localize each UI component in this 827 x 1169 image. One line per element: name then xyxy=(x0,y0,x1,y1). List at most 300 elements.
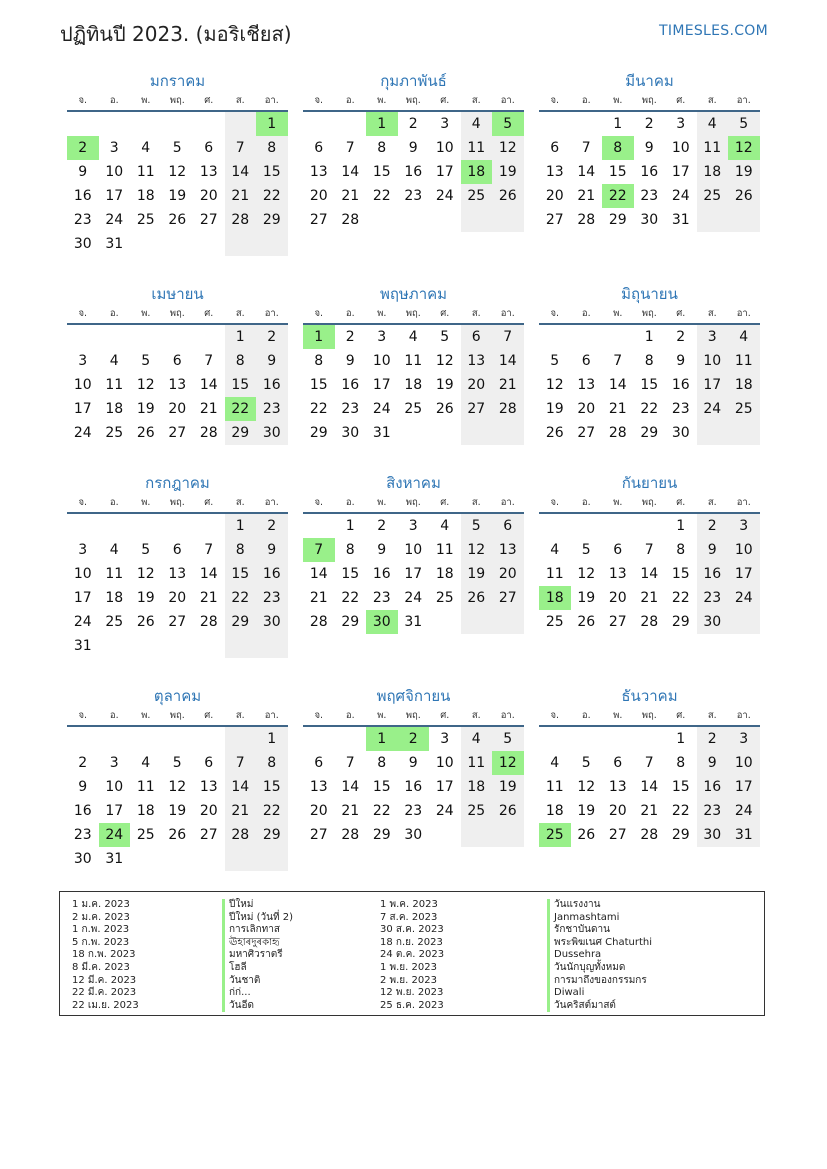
day-cell: 21 xyxy=(225,799,257,823)
day-cell: 26 xyxy=(168,827,187,843)
holiday-day-cell: 1 xyxy=(303,325,335,349)
day-cell: 9 xyxy=(697,538,729,562)
weekday-label: อา. xyxy=(736,497,751,508)
holiday-date: 8 มี.ค. 2023 xyxy=(72,961,130,973)
empty-cell xyxy=(461,421,493,445)
weekday-label: อ. xyxy=(345,710,355,721)
day-cell: 19 xyxy=(136,590,155,606)
day-cell: 13 xyxy=(309,779,328,795)
day-cell: 29 xyxy=(671,614,690,630)
day-cell: 15 xyxy=(225,373,257,397)
weekday-label: พฤ. xyxy=(169,497,185,508)
month-6 xyxy=(539,283,760,445)
day-cell: 17 xyxy=(435,779,454,795)
month-name: ตุลาคม xyxy=(153,687,202,705)
weekday-label: พ. xyxy=(377,95,387,106)
day-cell: 15 xyxy=(341,566,360,582)
empty-cell xyxy=(398,208,430,232)
weekday-header xyxy=(539,707,760,727)
day-cell: 12 xyxy=(168,779,187,795)
holiday-name: พระพิฆเนศ Chaturthi xyxy=(547,937,652,950)
holiday-name: Diwali xyxy=(547,987,652,1000)
empty-cell xyxy=(67,514,99,538)
weekday-label: อ. xyxy=(345,497,355,508)
empty-cell xyxy=(130,634,162,658)
empty-cell xyxy=(99,634,131,658)
month-name: เมษายน xyxy=(151,285,204,303)
weekday-label: อ. xyxy=(581,497,591,508)
day-cell: 6 xyxy=(613,542,623,558)
weekday-label: ส. xyxy=(471,497,481,508)
day-cell: 10 xyxy=(73,377,92,393)
day-cell: 6 xyxy=(172,542,182,558)
day-cell: 5 xyxy=(440,329,450,345)
day-cell: 4 xyxy=(461,112,493,136)
weekday-label: พฤ. xyxy=(405,710,421,721)
holiday-day-cell: 30 xyxy=(366,610,398,634)
day-cell: 2 xyxy=(644,116,654,132)
day-cell: 29 xyxy=(309,425,328,441)
day-cell: 12 xyxy=(136,566,155,582)
day-cell: 20 xyxy=(199,803,218,819)
holiday-day-cell: 18 xyxy=(539,586,571,610)
weekday-label: อา. xyxy=(264,308,279,319)
day-cell: 4 xyxy=(109,542,119,558)
day-cell: 12 xyxy=(168,164,187,180)
day-cell: 9 xyxy=(78,164,88,180)
holiday-name: ก่ก่... xyxy=(222,987,293,1000)
day-cell: 23 xyxy=(73,827,92,843)
day-cell: 25 xyxy=(105,614,124,630)
empty-cell xyxy=(398,421,430,445)
day-cell: 16 xyxy=(697,562,729,586)
weekday-label: ส. xyxy=(471,308,481,319)
empty-cell xyxy=(99,325,131,349)
day-cell: 6 xyxy=(550,140,560,156)
day-cell: 25 xyxy=(404,401,423,417)
day-cell: 1 xyxy=(613,116,623,132)
day-cell: 22 xyxy=(671,590,690,606)
weekday-label: อา. xyxy=(500,95,515,106)
day-cell: 3 xyxy=(440,116,450,132)
month-5 xyxy=(303,283,524,445)
weekday-label: จ. xyxy=(314,497,324,508)
holiday-names-col1 xyxy=(222,899,293,1012)
empty-cell xyxy=(539,727,571,751)
day-grid xyxy=(539,112,760,232)
day-cell: 15 xyxy=(309,377,328,393)
day-cell: 10 xyxy=(105,164,124,180)
day-cell: 17 xyxy=(372,377,391,393)
weekday-label: ส. xyxy=(707,710,717,721)
day-cell: 28 xyxy=(199,614,218,630)
weekday-label: พ. xyxy=(613,95,623,106)
day-cell: 13 xyxy=(545,164,564,180)
month-name: ธันวาคม xyxy=(621,687,678,705)
day-cell: 14 xyxy=(341,779,360,795)
day-cell: 4 xyxy=(440,518,450,534)
day-cell: 16 xyxy=(640,164,659,180)
day-cell: 26 xyxy=(577,827,596,843)
weekday-label: พฤ. xyxy=(405,95,421,106)
day-cell: 13 xyxy=(168,377,187,393)
day-cell: 17 xyxy=(105,803,124,819)
page-title: ปฏิทินปี 2023. (มอริเชียส) xyxy=(60,22,292,46)
day-cell: 12 xyxy=(577,779,596,795)
weekday-header xyxy=(303,92,524,112)
holiday-names-col2 xyxy=(547,899,652,1012)
day-cell: 4 xyxy=(141,140,151,156)
empty-cell xyxy=(728,421,760,445)
day-cell: 17 xyxy=(697,373,729,397)
day-cell: 4 xyxy=(697,112,729,136)
weekday-label: ศ. xyxy=(676,497,686,508)
day-cell: 29 xyxy=(640,425,659,441)
day-cell: 12 xyxy=(435,353,454,369)
day-cell: 18 xyxy=(105,401,124,417)
month-name: กันยายน xyxy=(621,474,678,492)
day-cell: 7 xyxy=(644,542,654,558)
day-cell: 8 xyxy=(676,755,686,771)
day-cell: 8 xyxy=(256,136,288,160)
weekday-label: ส. xyxy=(235,308,245,319)
day-cell: 1 xyxy=(676,518,686,534)
day-cell: 30 xyxy=(640,212,659,228)
day-cell: 6 xyxy=(492,514,524,538)
empty-cell xyxy=(634,727,666,751)
day-cell: 27 xyxy=(168,425,187,441)
month-11 xyxy=(303,685,524,847)
empty-cell xyxy=(225,232,257,256)
day-cell: 11 xyxy=(435,542,454,558)
day-cell: 11 xyxy=(697,136,729,160)
day-cell: 28 xyxy=(640,827,659,843)
day-cell: 20 xyxy=(168,401,187,417)
empty-cell xyxy=(335,727,367,751)
day-cell: 15 xyxy=(671,566,690,582)
day-cell: 2 xyxy=(345,329,355,345)
weekday-label: อา. xyxy=(736,308,751,319)
day-cell: 10 xyxy=(728,751,760,775)
holiday-name: วันแรงงาน xyxy=(547,899,652,912)
day-cell: 5 xyxy=(141,542,151,558)
day-cell: 25 xyxy=(136,212,155,228)
empty-cell xyxy=(130,847,162,871)
holiday-day-cell: 8 xyxy=(602,136,634,160)
day-cell: 10 xyxy=(372,353,391,369)
empty-cell xyxy=(492,421,524,445)
holiday-day-cell: 12 xyxy=(728,136,760,160)
day-cell: 21 xyxy=(309,590,328,606)
day-cell: 26 xyxy=(492,184,524,208)
empty-cell xyxy=(67,112,99,136)
day-cell: 24 xyxy=(435,803,454,819)
day-cell: 1 xyxy=(225,514,257,538)
day-cell: 23 xyxy=(256,586,288,610)
day-cell: 18 xyxy=(435,566,454,582)
day-cell: 27 xyxy=(492,586,524,610)
holiday-name: วันชาติ xyxy=(222,975,293,988)
day-cell: 13 xyxy=(608,779,627,795)
day-cell: 16 xyxy=(73,803,92,819)
day-cell: 31 xyxy=(73,638,92,654)
day-cell: 11 xyxy=(728,349,760,373)
day-cell: 9 xyxy=(78,779,88,795)
weekday-label: จ. xyxy=(314,95,324,106)
empty-cell xyxy=(728,208,760,232)
empty-cell xyxy=(193,232,225,256)
weekday-label: อา. xyxy=(264,497,279,508)
month-4 xyxy=(67,283,288,445)
day-cell: 13 xyxy=(199,164,218,180)
day-cell: 5 xyxy=(728,112,760,136)
day-cell: 30 xyxy=(73,851,92,867)
weekday-label: อ. xyxy=(345,308,355,319)
month-7 xyxy=(67,472,288,658)
empty-cell xyxy=(130,727,162,751)
empty-cell xyxy=(193,325,225,349)
weekday-label: ส. xyxy=(471,95,481,106)
empty-cell xyxy=(429,610,461,634)
weekday-label: ศ. xyxy=(204,308,214,319)
empty-cell xyxy=(162,325,194,349)
day-cell: 16 xyxy=(341,377,360,393)
day-cell: 24 xyxy=(697,397,729,421)
day-cell: 15 xyxy=(256,160,288,184)
day-grid xyxy=(539,727,760,847)
weekday-label: อา. xyxy=(736,95,751,106)
empty-cell xyxy=(492,208,524,232)
empty-cell xyxy=(225,634,257,658)
day-cell: 5 xyxy=(581,755,591,771)
weekday-label: อา. xyxy=(500,308,515,319)
holiday-date: 18 ก.พ. 2023 xyxy=(72,949,136,961)
day-cell: 1 xyxy=(345,518,355,534)
day-cell: 12 xyxy=(492,136,524,160)
empty-cell xyxy=(539,514,571,538)
day-cell: 11 xyxy=(105,566,124,582)
day-cell: 16 xyxy=(73,188,92,204)
day-cell: 2 xyxy=(256,325,288,349)
day-cell: 9 xyxy=(676,353,686,369)
empty-cell xyxy=(193,727,225,751)
day-cell: 7 xyxy=(345,755,355,771)
day-cell: 30 xyxy=(697,823,729,847)
day-cell: 8 xyxy=(377,140,387,156)
weekday-header xyxy=(67,92,288,112)
day-grid xyxy=(303,727,524,847)
day-cell: 15 xyxy=(671,779,690,795)
holiday-day-cell: 1 xyxy=(256,112,288,136)
day-cell: 17 xyxy=(671,164,690,180)
weekday-label: อา. xyxy=(264,95,279,106)
day-cell: 6 xyxy=(581,353,591,369)
weekday-label: อ. xyxy=(109,497,119,508)
day-cell: 18 xyxy=(136,803,155,819)
empty-cell xyxy=(303,514,335,538)
holiday-date: 1 ก.พ. 2023 xyxy=(72,924,130,936)
day-grid xyxy=(539,514,760,634)
day-cell: 7 xyxy=(345,140,355,156)
day-cell: 7 xyxy=(613,353,623,369)
day-cell: 7 xyxy=(581,140,591,156)
day-cell: 14 xyxy=(225,775,257,799)
empty-cell xyxy=(162,514,194,538)
empty-cell xyxy=(461,823,493,847)
weekday-label: พฤ. xyxy=(641,710,657,721)
empty-cell xyxy=(99,112,131,136)
holiday-name: การมาถึงของกรรมกร xyxy=(547,975,652,988)
empty-cell xyxy=(602,514,634,538)
empty-cell xyxy=(193,112,225,136)
day-cell: 16 xyxy=(404,164,423,180)
holiday-name: วันคริสต์มาสต์ xyxy=(547,1000,652,1013)
day-grid xyxy=(67,727,288,871)
weekday-label: ศ. xyxy=(676,308,686,319)
weekday-label: ส. xyxy=(707,95,717,106)
day-cell: 7 xyxy=(644,755,654,771)
day-cell: 4 xyxy=(728,325,760,349)
day-cell: 10 xyxy=(697,349,729,373)
day-cell: 18 xyxy=(545,803,564,819)
day-cell: 17 xyxy=(73,401,92,417)
day-cell: 13 xyxy=(199,779,218,795)
day-cell: 25 xyxy=(461,799,493,823)
weekday-header xyxy=(67,494,288,514)
day-cell: 22 xyxy=(341,590,360,606)
weekday-label: พ. xyxy=(141,308,151,319)
day-cell: 14 xyxy=(640,779,659,795)
day-cell: 6 xyxy=(613,755,623,771)
holiday-day-cell: 1 xyxy=(366,727,398,751)
holiday-day-cell: 7 xyxy=(303,538,335,562)
weekday-label: พฤ. xyxy=(641,95,657,106)
day-cell: 11 xyxy=(105,377,124,393)
day-cell: 29 xyxy=(671,827,690,843)
day-cell: 23 xyxy=(341,401,360,417)
month-name: มิถุนายน xyxy=(621,285,678,303)
holiday-name: Janmashtami xyxy=(547,912,652,925)
holiday-list xyxy=(59,891,765,1016)
day-cell: 10 xyxy=(671,140,690,156)
brand-logo-text[interactable]: TIMESLES.COM xyxy=(659,23,768,39)
day-cell: 9 xyxy=(408,755,418,771)
day-cell: 9 xyxy=(697,751,729,775)
day-cell: 6 xyxy=(461,325,493,349)
holiday-date: 7 ส.ค. 2023 xyxy=(380,911,438,923)
day-cell: 30 xyxy=(73,236,92,252)
month-name: มกราคม xyxy=(149,72,206,90)
day-cell: 23 xyxy=(73,212,92,228)
day-cell: 10 xyxy=(728,538,760,562)
day-cell: 28 xyxy=(577,212,596,228)
weekday-label: ศ. xyxy=(676,710,686,721)
weekday-label: ศ. xyxy=(440,497,450,508)
empty-cell xyxy=(461,208,493,232)
weekday-label: อา. xyxy=(500,497,515,508)
day-cell: 5 xyxy=(141,353,151,369)
day-cell: 25 xyxy=(461,184,493,208)
day-cell: 12 xyxy=(577,566,596,582)
month-name: มีนาคม xyxy=(625,72,674,90)
weekday-label: พ. xyxy=(377,710,387,721)
weekday-label: พฤ. xyxy=(169,308,185,319)
day-cell: 20 xyxy=(577,401,596,417)
day-cell: 2 xyxy=(697,727,729,751)
day-cell: 3 xyxy=(78,353,88,369)
day-cell: 19 xyxy=(136,401,155,417)
empty-cell xyxy=(162,112,194,136)
day-cell: 9 xyxy=(256,538,288,562)
day-cell: 25 xyxy=(105,425,124,441)
weekday-header xyxy=(303,707,524,727)
day-cell: 22 xyxy=(225,586,257,610)
day-cell: 4 xyxy=(550,755,560,771)
day-cell: 15 xyxy=(608,164,627,180)
empty-cell xyxy=(162,634,194,658)
day-cell: 29 xyxy=(256,823,288,847)
day-cell: 19 xyxy=(728,160,760,184)
weekday-label: พ. xyxy=(613,308,623,319)
day-cell: 25 xyxy=(728,397,760,421)
day-cell: 2 xyxy=(377,518,387,534)
weekday-label: จ. xyxy=(550,95,560,106)
day-cell: 24 xyxy=(73,614,92,630)
day-cell: 19 xyxy=(492,160,524,184)
empty-cell xyxy=(571,727,603,751)
weekday-label: จ. xyxy=(550,497,560,508)
day-cell: 30 xyxy=(256,421,288,445)
holiday-date: 2 ม.ค. 2023 xyxy=(72,911,130,923)
weekday-label: อ. xyxy=(345,95,355,106)
empty-cell xyxy=(130,514,162,538)
day-cell: 10 xyxy=(105,779,124,795)
day-cell: 26 xyxy=(136,614,155,630)
weekday-label: จ. xyxy=(550,710,560,721)
day-cell: 22 xyxy=(256,184,288,208)
month-8 xyxy=(303,472,524,634)
day-cell: 14 xyxy=(225,160,257,184)
month-3 xyxy=(539,70,760,232)
empty-cell xyxy=(335,112,367,136)
day-cell: 17 xyxy=(105,188,124,204)
day-cell: 28 xyxy=(640,614,659,630)
day-cell: 26 xyxy=(577,614,596,630)
day-cell: 26 xyxy=(136,425,155,441)
day-cell: 20 xyxy=(608,590,627,606)
day-cell: 13 xyxy=(309,164,328,180)
empty-cell xyxy=(571,325,603,349)
day-cell: 15 xyxy=(225,562,257,586)
empty-cell xyxy=(303,727,335,751)
day-cell: 21 xyxy=(225,184,257,208)
day-cell: 28 xyxy=(341,212,360,228)
weekday-label: อ. xyxy=(109,95,119,106)
day-cell: 24 xyxy=(404,590,423,606)
day-cell: 16 xyxy=(404,779,423,795)
holiday-name: มหาศิวราตรี xyxy=(222,949,293,962)
month-name: สิงหาคม xyxy=(386,474,441,492)
holiday-name: รักชาบันดาน xyxy=(547,924,652,937)
day-cell: 6 xyxy=(314,755,324,771)
day-cell: 2 xyxy=(408,116,418,132)
day-cell: 11 xyxy=(461,136,493,160)
holiday-dates-col2 xyxy=(380,899,444,1012)
day-cell: 20 xyxy=(545,188,564,204)
day-cell: 25 xyxy=(545,614,564,630)
day-cell: 31 xyxy=(728,823,760,847)
day-cell: 23 xyxy=(256,397,288,421)
